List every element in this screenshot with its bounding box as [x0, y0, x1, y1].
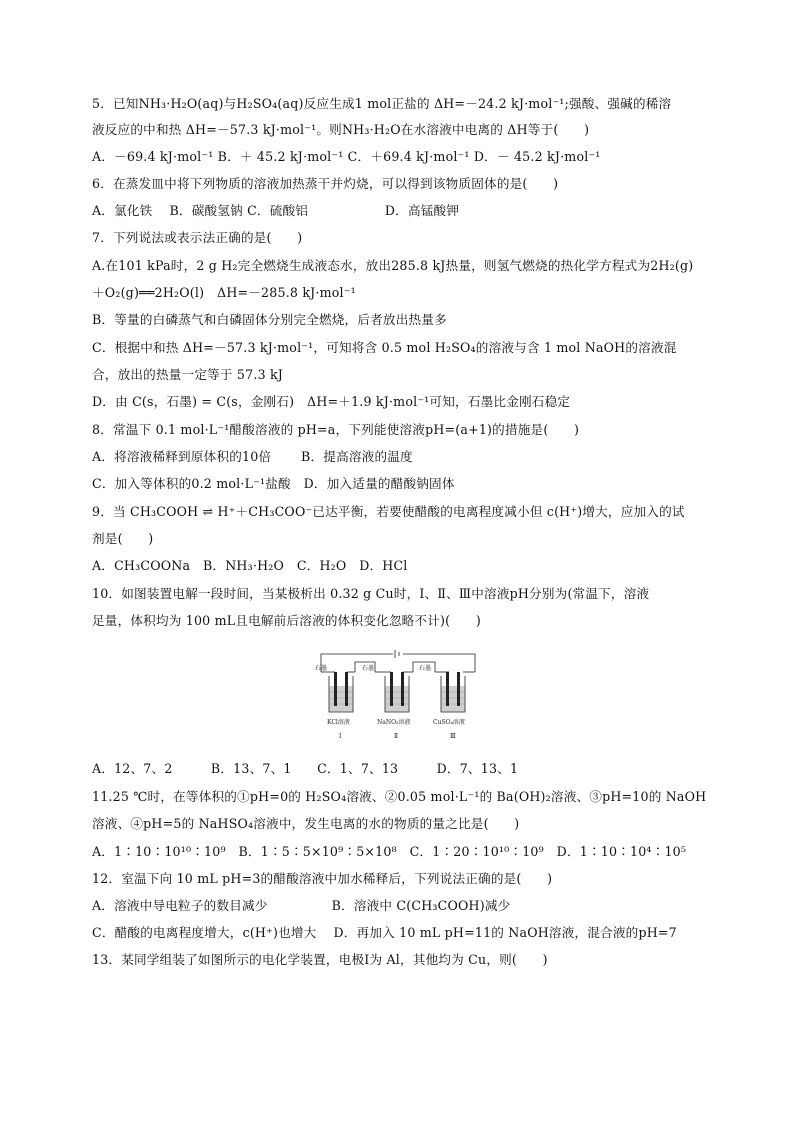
text-line: D．由 C(s，石墨) = C(s，金刚石) ΔH=＋1.9 kJ·mol⁻¹可知，石墨比金刚石稳定 — [92, 394, 571, 409]
text-line: 液反应的中和热 ΔH=－57.3 kJ·mol⁻¹。则NH₃·H₂O在水溶液中电离的 ΔH等于( ) — [92, 122, 590, 137]
text-line: 10．如图装置电解一段时间，当某极析出 0.32 g Cu时，Ⅰ、Ⅱ、Ⅲ中溶液pH分别为(常温下，溶液 — [92, 586, 650, 601]
electrode-label: 石墨 — [315, 665, 328, 672]
text-line: 8．常温下 0.1 mol·L⁻¹醋酸溶液的 pH=a，下列能使溶液pH=(a+1)的措施是( ) — [92, 422, 580, 437]
text-line: 11.25 ℃时，在等体积的①pH=0的 H₂SO₄溶液、②0.05 mol·L⁻¹的 Ba(OH)₂溶液、③pH=10的 NaOH — [92, 789, 707, 804]
text-line: A．将溶液稀释到原体积的10倍 B．提高溶液的温度 — [92, 449, 413, 464]
text-line: A．1∶10∶10¹⁰∶10⁹ B．1∶5∶5×10⁹∶5×10⁸ C．1∶20∶10¹⁰∶10⁹ D．1∶10∶10⁴∶10⁵ — [92, 844, 687, 859]
electrolysis-diagram — [315, 650, 481, 750]
text-line: A．CH₃COONa B．NH₃·H₂O C．H₂O D．HCl — [92, 558, 408, 573]
text-line: 13．某同学组装了如图所示的电化学装置，电极Ⅰ为 Al，其他均为 Cu，则( ) — [92, 952, 548, 967]
cell-label: Ⅲ — [450, 733, 456, 740]
text-line: C．醋酸的电离程度增大，c(H⁺)也增大 D．再加入 10 mL pH=11的 NaOH溶液，混合液的pH=7 — [92, 925, 677, 940]
text-line: C．根据中和热 ΔH=－57.3 kJ·mol⁻¹，可知将含 0.5 mol H₂SO₄的溶液与含 1 mol NaOH的溶液混 — [92, 340, 677, 355]
text-line: 溶液、④pH=5的 NaHSO₄溶液中，发生电离的水的物质的量之比是( ) — [92, 816, 520, 831]
electrolysis-apparatus-figure — [315, 650, 481, 750]
cell-label: Ⅱ — [394, 733, 399, 740]
electrode-label: 石墨 — [362, 665, 375, 672]
text-line: ＋O₂(g)══2H₂O(l) ΔH=－285.8 kJ·mol⁻¹ — [92, 285, 356, 300]
text-line: 合，放出的热量一定等于 57.3 kJ — [92, 367, 284, 382]
text-line: 剂是( ) — [92, 531, 154, 546]
text-line: 5．已知NH₃·H₂O(aq)与H₂SO₄(aq)反应生成1 mol正盐的 ΔH=－24.2 kJ·mol⁻¹;强酸、强碱的稀溶 — [92, 96, 672, 111]
text-line: 12．室温下向 10 mL pH=3的醋酸溶液中加水稀释后，下列说法正确的是( ) — [92, 871, 553, 886]
text-line: B．等量的白磷蒸气和白磷固体分别完全燃烧，后者放出热量多 — [92, 312, 447, 327]
text-line: A．溶液中导电粒子的数目减少 B．溶液中 C(CH₃COOH)减少 — [92, 898, 511, 913]
solution-label: NaNO₃溶液 — [377, 719, 411, 726]
cell-label: Ⅰ — [339, 733, 342, 740]
text-line: A．氯化铁 B．碳酸氢钠 C．硫酸铝 D．高锰酸钾 — [92, 203, 460, 218]
text-line: 9．当 CH₃COOH ⇌ H⁺＋CH₃COO⁻已达平衡，若要使醋酸的电离程度减小但 c(H⁺)增大，应加入的试 — [92, 504, 685, 519]
text-line: A．－69.4 kJ·mol⁻¹ B．＋ 45.2 kJ·mol⁻¹ C．＋69.4 kJ·mol⁻¹ D．－ 45.2 kJ·mol⁻¹ — [92, 149, 601, 164]
solution-label: CuSO₄溶液 — [433, 719, 465, 726]
electrode-label: 石墨 — [419, 665, 432, 672]
text-line: 足量，体积均为 100 mL且电解前后溶液的体积变化忽略不计)( ) — [92, 613, 481, 628]
text-line: 6．在蒸发皿中将下列物质的溶液加热蒸干并灼烧，可以得到该物质固体的是( ) — [92, 176, 559, 191]
text-line: A．12、7、2 B．13、7、1 C．1、7、13 D．7、13、1 — [92, 761, 519, 776]
text-line: A.在101 kPa时，2 g H₂完全燃烧生成液态水，放出285.8 kJ热量，则氢气燃烧的热化学方程式为2H₂(g) — [92, 258, 694, 273]
text-line: C．加入等体积的0.2 mol·L⁻¹盐酸 D．加入适量的醋酸钠固体 — [92, 476, 455, 491]
text-line: 7．下列说法或表示法正确的是( ) — [92, 230, 303, 245]
solution-label: KCl溶液 — [327, 719, 350, 726]
